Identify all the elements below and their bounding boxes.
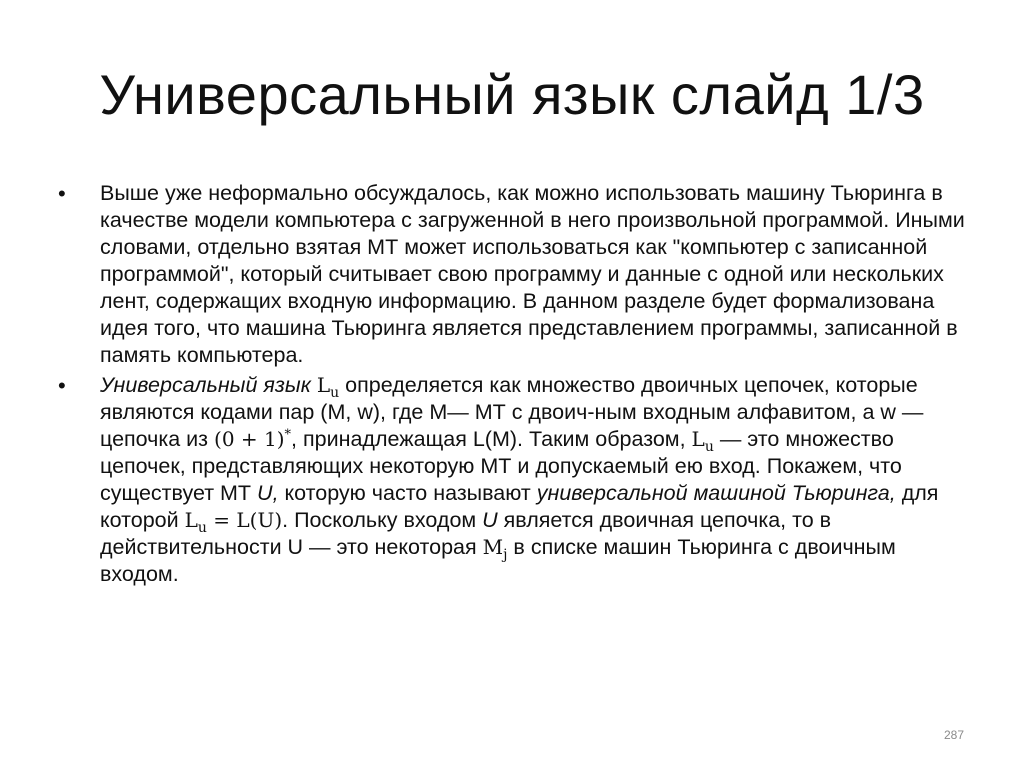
text-segment: которую часто называют — [278, 481, 537, 505]
term-universal-turing-machine: универсальной машиной Тьюринга, — [536, 481, 896, 505]
slide-title: Универсальный язык слайд 1/3 — [99, 63, 925, 126]
text-segment: для которой — [100, 481, 939, 532]
bullet-item-1 — [58, 180, 968, 369]
term-universal-language: Универсальный язык — [100, 373, 311, 397]
term-u: U, — [257, 481, 279, 505]
text-segment: является двоичная цепочка, то в действительности U — это некоторая — [100, 508, 832, 559]
math-lu: $L_u$ — [691, 427, 714, 455]
term-u: U — [482, 508, 498, 532]
text-segment: — это множество цепочек, представляющих некоторую МТ и допускаемый ею вход. Покажем, что существует МТ — [100, 427, 902, 505]
math-lu: $L_u$ — [316, 373, 340, 401]
bullet-icon: • — [58, 181, 66, 206]
page-number: 287 — [943, 728, 964, 742]
text-segment: определяется как множество двоичных цепочек, которые являются кодами пар (М, w), где М— МТ с двоич-ным входным алфавитом, а w — цепочка из — [100, 373, 924, 451]
math-mj: $M_j$ — [482, 535, 508, 563]
bullet-icon: • — [58, 373, 66, 398]
text-segment: . Поскольку входом — [282, 508, 483, 532]
math-binary-strings: (0 + 1)* — [214, 427, 292, 451]
bullet-text-1: Выше уже неформально обсуждалось, как можно использовать машину Тьюринга в качестве модели компьютера с загруженной в него произвольной программой. Иными словами, отдельно взятая МТ может использоваться как "компьютер с записанной программой", который считывает свою программу и данные с одной или нескольких лент, содержащих входную информацию. В данном разделе будет формализована идея того, что машина Тьюринга является представлением программы, записанной в память компьютера. — [100, 181, 965, 367]
slide-body — [58, 180, 968, 591]
text-segment: в списке машин Тьюринга с двоичным входом. — [100, 535, 896, 586]
text-segment: , принадлежащая L(M). Таким образом, — [291, 427, 692, 451]
bullet-item-2 — [58, 372, 968, 588]
math-lu-equals-lu: $L_u = L(U)$ — [184, 508, 283, 536]
